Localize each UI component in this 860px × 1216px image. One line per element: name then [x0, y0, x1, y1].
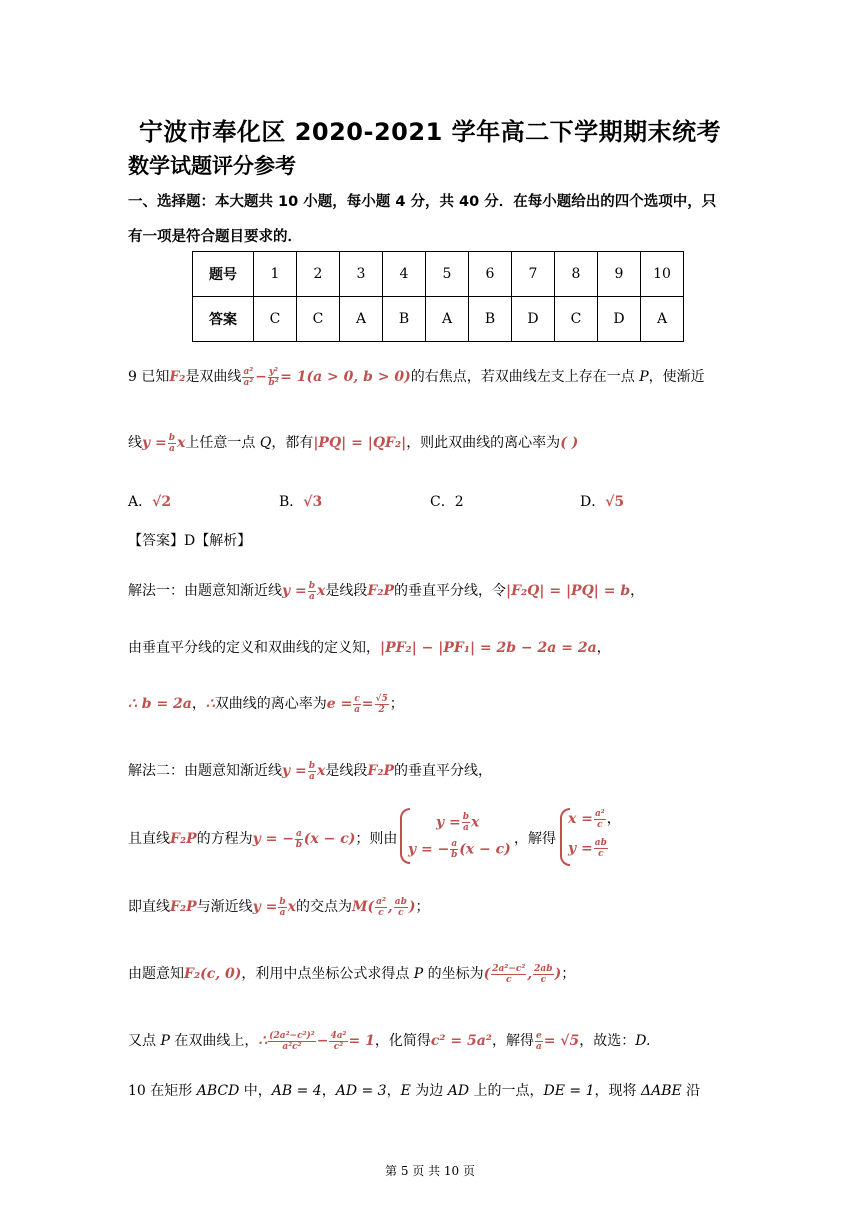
- text: ，现将: [594, 1083, 641, 1099]
- math: F₂(c, 0): [184, 966, 242, 982]
- frac-num: 4a²: [330, 1030, 347, 1041]
- text: 的交点为: [296, 899, 353, 915]
- frac-den: b: [451, 850, 458, 860]
- text: 线: [128, 435, 142, 451]
- section-heading-line2: 有一项是符合题目要求的．: [128, 229, 302, 245]
- text: 的垂直平分线，令: [394, 583, 507, 599]
- var: AB = 4: [271, 1083, 322, 1099]
- var: AD = 3: [335, 1083, 387, 1099]
- math: M(: [352, 899, 375, 915]
- table-cell-answer: C: [254, 297, 297, 342]
- math: y =: [282, 763, 307, 779]
- math: F₂P: [170, 899, 197, 915]
- frac-p-x: [491, 964, 526, 985]
- math: (: [483, 966, 491, 982]
- text: 上任意一点: [185, 435, 260, 451]
- table-cell-number: 7: [512, 252, 555, 297]
- result-x: [568, 808, 621, 830]
- table-cell-number: 10: [641, 252, 684, 297]
- q9-line2: [128, 432, 578, 454]
- frac-num: (2a²−c²)²: [269, 1030, 315, 1041]
- frac-b-a: [462, 812, 470, 833]
- sol1-line2: [128, 637, 611, 657]
- frac-ab-c: [594, 838, 608, 859]
- sol1-line3: [128, 693, 404, 715]
- var-q: Q: [259, 435, 272, 451]
- math: |F₂Q| = |PQ| = b: [506, 583, 631, 599]
- math: F₂P: [367, 763, 395, 779]
- math: ∴: [205, 696, 215, 712]
- frac-x2-a2: [242, 367, 254, 388]
- math: c² = 5a²: [430, 1033, 492, 1049]
- frac-den: a: [535, 1041, 542, 1052]
- text: 是线段: [325, 763, 368, 779]
- frac-sqrt5-2: [375, 694, 389, 715]
- table-cell-number: 1: [254, 252, 297, 297]
- math: ,: [527, 966, 533, 982]
- text: 由题意知: [128, 966, 184, 982]
- table-cell-number: 4: [383, 252, 426, 297]
- frac-a2-c: [375, 897, 387, 918]
- text: ，: [630, 583, 645, 599]
- frac-den: a: [354, 704, 360, 715]
- var-p: P: [413, 966, 424, 982]
- var-p: P: [639, 369, 649, 385]
- sol2-line2-mid: ，解得: [514, 831, 556, 847]
- math: ∴ b = 2a: [128, 696, 192, 712]
- frac-den: c: [398, 907, 404, 918]
- frac-num: c: [354, 693, 360, 704]
- option-d: [580, 491, 624, 511]
- frac-den: b²: [268, 377, 279, 388]
- frac-num: b: [462, 812, 470, 822]
- table-cell-number: 9: [598, 252, 641, 297]
- sol2-line1: [128, 760, 492, 782]
- math: y = −: [252, 831, 294, 847]
- math: =: [361, 696, 374, 712]
- table-cell-answer: D: [598, 297, 641, 342]
- frac-den: c²: [333, 1041, 344, 1052]
- table-cell-answer: A: [426, 297, 469, 342]
- frac-big: [268, 1031, 315, 1052]
- table-cell-answer: A: [641, 297, 684, 342]
- var: DE = 1: [543, 1083, 595, 1099]
- frac-den: 2: [378, 704, 385, 715]
- math: x: [317, 763, 326, 779]
- math: y =: [568, 840, 593, 857]
- math: y =: [282, 583, 307, 599]
- var: ABCD: [196, 1083, 240, 1099]
- table-cell-number: 5: [426, 252, 469, 297]
- table-cell-answer: C: [297, 297, 340, 342]
- math: (x − c): [303, 831, 356, 847]
- frac-b-a: [168, 433, 176, 454]
- var: E: [400, 1083, 411, 1099]
- frac-c-a: [353, 694, 360, 715]
- frac-den: a: [168, 443, 175, 454]
- text: 与渐近线: [196, 899, 253, 915]
- document-title: 宁波市奉化区 2020-2021 学年高二下学期期末统考: [138, 118, 722, 146]
- text: ，: [606, 811, 621, 827]
- math-condition: = 1(a > 0, b > 0): [280, 369, 411, 385]
- math: x: [471, 814, 480, 831]
- answer-line: 【答案】D【解析】: [128, 533, 252, 549]
- frac-den: a: [462, 823, 469, 833]
- sol2-line3: [128, 896, 430, 918]
- q9-line1: 9 已知F₂是双曲线 $\frac{\text{a²}}{\text{a²}}$ − $\frac{\text{y²}}{\text{b²}}$ = 1(a > 0, b > 0)的右焦点，若双曲线左支上存在一点 P，使渐近: [128, 366, 705, 388]
- text: 的方程为: [196, 831, 253, 847]
- text: ，使渐近: [648, 369, 705, 385]
- frac-num: a: [451, 839, 458, 849]
- math: x: [177, 435, 186, 451]
- sol2-line4: [128, 963, 575, 985]
- frac-a-b: [450, 839, 458, 860]
- option-value: √5: [605, 494, 625, 510]
- option-value: √3: [303, 494, 323, 510]
- result-y: [568, 838, 609, 859]
- math: x: [287, 899, 297, 915]
- table-cell-number: 6: [469, 252, 512, 297]
- option-label: C．2: [430, 494, 464, 510]
- text: 的垂直平分线，: [394, 763, 493, 779]
- math-f2: F₂: [169, 369, 186, 385]
- math: F₂P: [367, 583, 395, 599]
- table-cell-answer: B: [469, 297, 512, 342]
- option-value: √2: [152, 494, 172, 510]
- table-answer-label: 答案: [193, 297, 254, 342]
- text: ，则此双曲线的离心率为: [406, 435, 561, 451]
- sol1-line1: [128, 580, 644, 602]
- sol2-line2-left: [128, 828, 397, 850]
- math: y =: [142, 435, 167, 451]
- math: = 1: [348, 1033, 375, 1049]
- text: ；: [389, 696, 404, 712]
- math: = √5: [543, 1033, 580, 1049]
- option-c: [430, 491, 464, 511]
- math: y =: [252, 899, 278, 915]
- frac-num: √5: [375, 693, 388, 704]
- text: ，: [321, 1083, 336, 1099]
- frac-4a2-c2: [329, 1031, 347, 1052]
- text: 是双曲线: [185, 369, 242, 385]
- math: x =: [568, 811, 593, 827]
- frac-ab-c: [394, 897, 408, 918]
- frac-den: c: [597, 819, 603, 830]
- frac-a2-c: [594, 809, 606, 830]
- math: −: [316, 1033, 329, 1049]
- math: y =: [436, 814, 461, 831]
- table-cell-answer: D: [512, 297, 555, 342]
- frac-den: c: [506, 974, 512, 985]
- frac-b-a: [308, 761, 316, 782]
- text: ，解得: [491, 1033, 534, 1049]
- text: 上的一点，: [469, 1083, 544, 1099]
- frac-num: b: [168, 432, 176, 443]
- text: 即直线: [128, 899, 170, 915]
- frac-num: a: [295, 828, 302, 839]
- frac-num: 2ab: [534, 963, 553, 974]
- option-label: B．: [279, 494, 304, 510]
- table-header-label: 题号: [193, 252, 254, 297]
- system-eq1: [436, 812, 479, 833]
- frac-num: e: [535, 1030, 542, 1041]
- frac-b-a: [278, 897, 286, 918]
- text: D.: [635, 1033, 651, 1049]
- text: 的坐标为: [423, 966, 484, 982]
- option-label: A．: [128, 494, 153, 510]
- frac-num: y²: [268, 366, 279, 377]
- text: 的右焦点，若双曲线左支上存在一点: [410, 369, 640, 385]
- table-cell-number: 3: [340, 252, 383, 297]
- text: 解法一：由题意知渐近线: [128, 583, 282, 599]
- sol2-line5: [128, 1030, 650, 1052]
- frac-e-a: [535, 1031, 543, 1052]
- math: (x − c): [459, 841, 511, 858]
- var: AD: [447, 1083, 470, 1099]
- table-cell-number: 8: [555, 252, 598, 297]
- text: 由垂直平分线的定义和双曲线的定义知，: [128, 640, 380, 656]
- frac-num: a²: [376, 896, 386, 907]
- text: ；: [561, 966, 576, 982]
- frac-den: c: [540, 974, 547, 985]
- document-subtitle: 数学试题评分参考: [128, 154, 296, 178]
- text: ，: [191, 696, 206, 712]
- frac-num: b: [279, 896, 286, 907]
- text: 是线段: [325, 583, 368, 599]
- section-heading-line1: 一、选择题：本大题共 10 小题，每小题 4 分，共 40 分．在每小题给出的四个选项中，只: [128, 194, 717, 210]
- q10-line1: [128, 1080, 700, 1100]
- frac-den: a: [308, 591, 315, 602]
- page-footer: 第 5 页 共 10 页: [385, 1164, 475, 1178]
- option-a: [128, 491, 171, 511]
- text: ，化简得: [374, 1033, 431, 1049]
- table-cell-number: 2: [297, 252, 340, 297]
- frac-num: ab: [594, 838, 607, 848]
- text: ，: [596, 640, 611, 656]
- text: ；: [415, 899, 430, 915]
- text: 在双曲线上，: [169, 1033, 259, 1049]
- text: ，: [386, 1083, 401, 1099]
- var-p: P: [160, 1033, 170, 1049]
- table-cell-answer: B: [383, 297, 426, 342]
- system-eq2: [408, 839, 511, 860]
- var: ΔABE: [640, 1083, 682, 1099]
- text: 中，: [239, 1083, 272, 1099]
- text: 又点: [128, 1033, 161, 1049]
- frac-num: b: [308, 760, 316, 771]
- option-b: [279, 491, 322, 511]
- frac-den: a²c²: [282, 1041, 302, 1052]
- frac-y2-b2: [268, 367, 279, 388]
- math: x: [317, 583, 326, 599]
- text: 10 在矩形: [128, 1083, 197, 1099]
- text: ；则由: [355, 831, 398, 847]
- frac-num: a²: [594, 808, 605, 819]
- frac-num: 2a²−c²: [492, 963, 526, 974]
- frac-den: b: [295, 839, 303, 850]
- option-label: D．: [580, 494, 606, 510]
- frac-den: c: [378, 907, 384, 918]
- math: ,: [387, 899, 393, 915]
- frac-den: a²: [243, 377, 254, 388]
- table-row-numbers: [193, 252, 684, 297]
- frac-p-y: [533, 964, 553, 985]
- math: |PQ| = |QF₂|: [313, 435, 407, 451]
- math: ): [554, 966, 562, 982]
- math: ∴: [258, 1033, 268, 1049]
- frac-den: a: [279, 907, 286, 918]
- frac-num: b: [308, 580, 316, 591]
- frac-num: ab: [394, 896, 407, 907]
- frac-a-b: [295, 829, 303, 850]
- text: ，都有: [271, 435, 314, 451]
- math: F₂P: [170, 831, 197, 847]
- math: |PF₂| − |PF₁| = 2b − 2a = 2a: [380, 640, 597, 656]
- text: ，利用中点坐标公式求得点: [241, 966, 414, 982]
- text: 且直线: [128, 831, 170, 847]
- math: ): [408, 899, 416, 915]
- text: 9 已知: [128, 369, 170, 385]
- frac-den: c: [598, 849, 604, 859]
- text: ，故选：: [579, 1033, 636, 1049]
- math-paren: ( ): [560, 435, 579, 451]
- math: e =: [326, 696, 353, 712]
- text: 为边: [410, 1083, 448, 1099]
- text: 双曲线的离心率为: [214, 696, 327, 712]
- table-cell-answer: A: [340, 297, 383, 342]
- table-row-answers: [193, 297, 684, 342]
- frac-den: a: [308, 771, 315, 782]
- math: y = −: [408, 841, 450, 858]
- answer-table: [192, 251, 684, 342]
- frac-num: a²: [243, 366, 254, 377]
- frac-b-a: [308, 581, 316, 602]
- text: 解法二：由题意知渐近线: [128, 763, 282, 779]
- table-cell-answer: C: [555, 297, 598, 342]
- text: 沿: [681, 1083, 701, 1099]
